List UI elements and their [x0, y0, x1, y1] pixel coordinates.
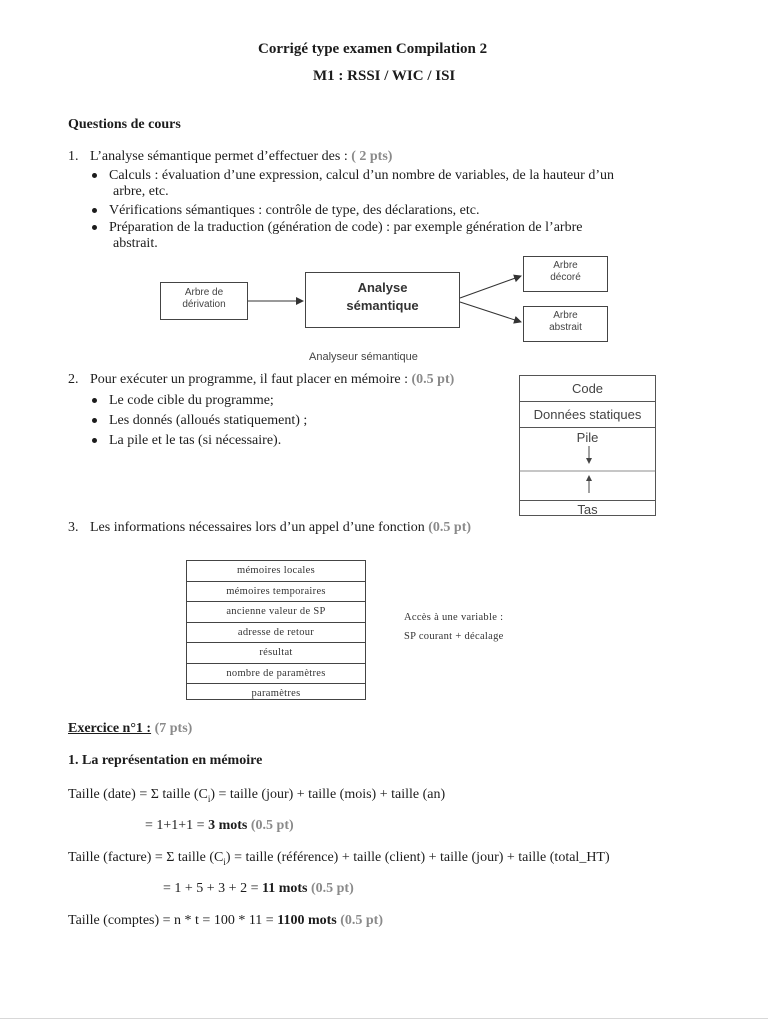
q1-bullet-2: Vérifications sémantiques : contrôle de type, des déclarations, etc.: [92, 203, 479, 219]
document-subtitle: M1 : RSSI / WIC / ISI: [313, 68, 456, 84]
formula-invoice-result: = 1 + 5 + 3 + 2 = 11 mots (0.5 pt): [163, 881, 354, 896]
question-3-text: Les informations nécessaires lors d’un appel d’une fonction: [90, 520, 425, 535]
frame-old-sp: ancienne valeur de SP: [187, 602, 365, 623]
formula-date: Taille (date) = Σ taille $(C_i)$ = taille (jour) + taille (mois) + taille (an): [68, 787, 446, 804]
access-note-line1: Accès à une variable :: [404, 612, 504, 623]
exercise-points: (7 pts): [154, 721, 193, 736]
frame-return-address: adresse de retour: [187, 623, 365, 644]
output-decorated-line2: décoré: [550, 272, 581, 283]
formula-date-result: = 1+1+1 = 3 mots (0.5 pt): [145, 818, 294, 833]
input-box-line2: dérivation: [182, 299, 226, 310]
question-2-number: 2.: [68, 372, 79, 387]
q1-bullet-3: Préparation de la traduction (génération de code) : par exemple génération de l’arbre: [92, 220, 582, 236]
bullet-dot: [92, 438, 97, 443]
activation-frame: [186, 560, 366, 700]
exercise-heading: [68, 721, 192, 737]
input-box-line1: Arbre de: [184, 287, 224, 298]
arrow-to-abstract: [460, 302, 521, 322]
question-1-number: 1.: [68, 149, 79, 164]
memory-heap: Tas: [577, 502, 598, 517]
frame-result: résultat: [187, 643, 365, 664]
formula-accounts: Taille (comptes) = n * t = 100 * 11 = 1100 mots (0.5 pt): [68, 913, 383, 928]
q1-bullet-1: Calculs : évaluation d’une expression, calcul d’un nombre de variables, de la hauteur d’un: [92, 168, 614, 184]
output-decorated-line1: Arbre: [553, 260, 578, 271]
exercise-subtitle: 1. La représentation en mémoire: [68, 753, 263, 768]
memory-static-data: Données statiques: [520, 402, 655, 428]
q1-bullet-1-cont: arbre, etc.: [113, 184, 169, 199]
question-2-points: (0.5 pt): [411, 372, 455, 387]
frame-temp-memories: mémoires temporaires: [187, 582, 365, 603]
analysis-box-line1: Analyse: [357, 280, 408, 295]
q2-bullet-3: La pile et le tas (si nécessaire).: [92, 433, 281, 449]
output-abstract-line1: Arbre: [553, 310, 578, 321]
memory-arrows: [519, 375, 656, 516]
analysis-box-line2: sémantique: [346, 298, 419, 313]
bullet-dot: [92, 398, 97, 403]
q2-bullet-1: Le code cible du programme;: [92, 393, 274, 409]
bullet-dot: [92, 418, 97, 423]
question-3: [68, 520, 471, 536]
frame-params: paramètres: [251, 688, 301, 699]
frame-local-memories: mémoires locales: [187, 561, 365, 582]
question-1-points: ( 2 pts): [351, 149, 393, 164]
formula-invoice: Taille (facture) = Σ taille $(C_i)$ = taille (référence) + taille (client) + taille (jour) + taille (total_HT): [68, 850, 610, 867]
diagram-arrows: [0, 0, 768, 400]
exercise-title: Exercice n°1 :: [68, 721, 152, 736]
access-note-line2: SP courant + décalage: [404, 631, 504, 642]
diagram-caption: Analyseur sémantique: [309, 351, 418, 363]
output-abstract-line2: abstrait: [549, 322, 582, 333]
page-bottom-edge: [0, 1018, 768, 1019]
question-3-number: 3.: [68, 520, 79, 535]
question-2-text: Pour exécuter un programme, il faut placer en mémoire :: [90, 372, 408, 387]
section-heading-cours: Questions de cours: [68, 117, 181, 132]
memory-code: Code: [520, 376, 655, 402]
document-title: Corrigé type examen Compilation 2: [258, 41, 488, 57]
frame-param-count: nombre de paramètres: [187, 664, 365, 685]
question-2: [68, 372, 454, 388]
q2-bullet-2: Les donnés (alloués statiquement) ;: [92, 413, 307, 429]
memory-stack: Pile: [576, 430, 599, 445]
question-1-text: L’analyse sémantique permet d’effectuer des :: [90, 149, 348, 164]
q1-bullet-3-cont: abstrait.: [113, 236, 158, 251]
question-3-points: (0.5 pt): [428, 520, 472, 535]
arrow-to-decorated: [460, 276, 521, 298]
